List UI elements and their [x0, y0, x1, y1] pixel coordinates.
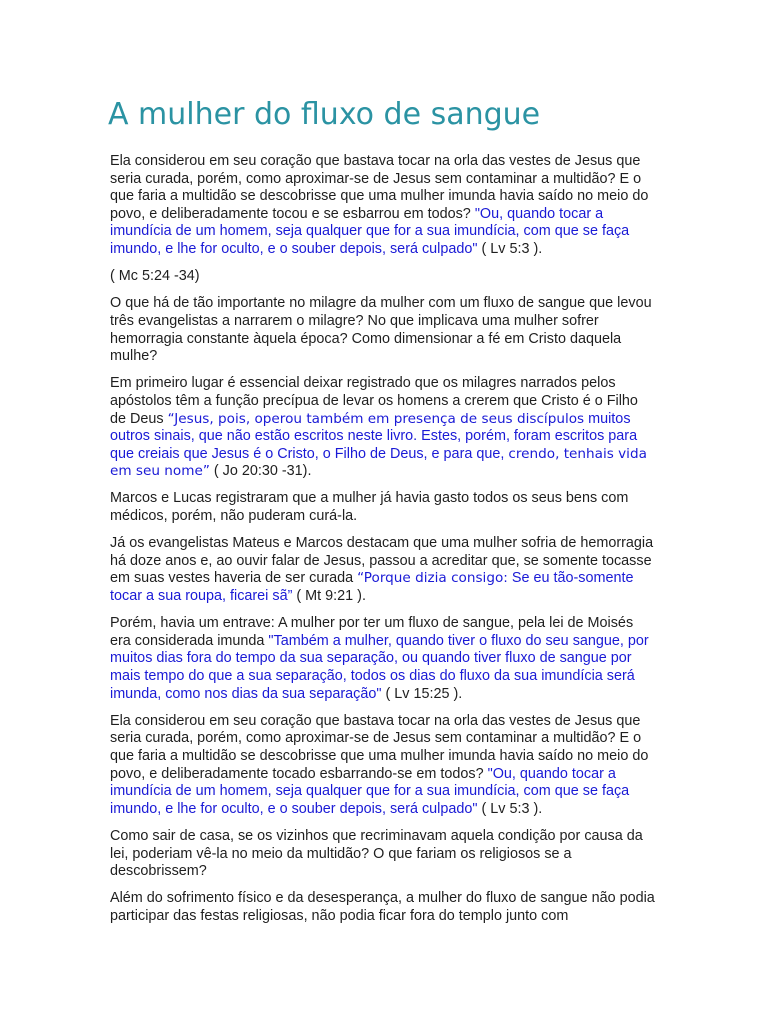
paragraph-10: Além do sofrimento físico e da desesperança, a mulher do fluxo de sangue não podia participar das festas religiosas, não podia ficar fora do templo junto com: [110, 890, 655, 924]
paragraph-7-text: Porém, havia um entrave: A mulher por ter um fluxo de sangue, pela lei de Moisés era considerada imunda: [110, 615, 634, 649]
paragraph-8-reference: ( Lv 5:3 ).: [477, 800, 543, 817]
document-body: [110, 153, 655, 935]
paragraph-7-quote: "Também a mulher, quando tiver o fluxo do seu sangue, por muitos dias fora do tempo da sua separação, ou quando tiver fluxo de sangue por mais tempo do que a sua separação, todos os dias do fluxo da sua imundícia será imunda, como nos dias da sua separação": [110, 632, 649, 702]
paragraph-4-quote-a: “Jesus, pois, operou também em presença de seus discípulos: [167, 410, 585, 427]
paragraph-1-text: Ela considerou em seu coração que bastava tocar na orla das vestes de Jesus que seria curada, porém, como aproximar-se de Jesus sem contaminar a multidão? E o que faria a multidão se descobrisse que uma mulher imunda havia saído no meio do povo, e deliberadamente tocou e se esbarrou em todos?: [110, 153, 649, 222]
paragraph-9: Como sair de casa, se os vizinhos que recriminavam aquela condição por causa da lei, poderiam vê-la no meio da multidão? O que fariam os religiosos se a descobrissem?: [110, 827, 643, 880]
paragraph-8-text: Ela considerou em seu coração que bastava tocar na orla das vestes de Jesus que seria curada, porém, como aproximar-se de Jesus sem contaminar a multidão? E o que faria a multidão se descobrisse que uma mulher imunda havia saído no meio do povo, e deliberadamente tocado esbarrando-se em todos?: [110, 712, 649, 782]
paragraph-4-text: Em primeiro lugar é essencial deixar registrado que os milagres narrados pelos apóstolos têm a função precípua de levar os homens a crerem que Cristo é o Filho de Deus: [110, 375, 638, 427]
paragraph-6-quote-b: Se eu tão-somente tocar a sua roupa, ficarei sã”: [110, 570, 634, 605]
paragraph-6-text: Já os evangelistas Mateus e Marcos destacam que uma mulher sofria de hemorragia há doze anos e, ao ouvir falar de Jesus, passou a acreditar que, se somente tocasse em suas vestes haveria de ser curada: [110, 535, 654, 587]
paragraph-3: O que há de tão importante no milagre da mulher com um fluxo de sangue que levou três evangelistas a narrarem o milagre? No que implicava uma mulher sofrer hemorragia constante àquela época? Como dimensionar a fé em Cristo daquela mulhe?: [110, 295, 652, 365]
paragraph-1-reference: ( Lv 5:3 ).: [477, 240, 543, 257]
paragraph-6: [110, 535, 655, 605]
reference-mc: ( Mc 5:24 -34): [110, 268, 200, 285]
page-title: A mulher do fluxo de sangue: [108, 97, 541, 132]
paragraph-1-quote: "Ou, quando tocar a imundícia de um homem, seja qualquer que for a sua imundícia, com que se faça imundo, e lhe for oculto, e o souber depois, será culpado": [110, 205, 630, 257]
paragraph-6-quote-a: “Porque dizia consigo:: [357, 570, 508, 587]
paragraph-7-reference: ( Lv 15:25 ).: [381, 685, 463, 702]
paragraph-6-reference: ( Mt 9:21 ).: [292, 588, 366, 605]
paragraph-4-quote-c: crendo, tenhais vida em seu nome”: [110, 445, 647, 480]
paragraph-1: [110, 153, 655, 259]
paragraph-4-quote-b: muitos outros sinais, que não estão escritos neste livro. Estes, porém, foram escritos para que creiais que Jesus é o Cristo, o Filho de Deus, e para que,: [110, 410, 638, 462]
paragraph-4-reference: ( Jo 20:30 -31).: [209, 463, 312, 480]
paragraph-4: [110, 375, 655, 481]
paragraph-8-quote: "Ou, quando tocar a imundícia de um homem, seja qualquer que for a sua imundícia, com que se faça imundo, e lhe for oculto, e o souber depois, será culpado": [110, 765, 630, 817]
paragraph-5: Marcos e Lucas registraram que a mulher já havia gasto todos os seus bens com médicos, porém, não puderam curá-la.: [110, 490, 629, 525]
paragraph-7: [110, 615, 655, 703]
paragraph-8: [110, 713, 655, 819]
